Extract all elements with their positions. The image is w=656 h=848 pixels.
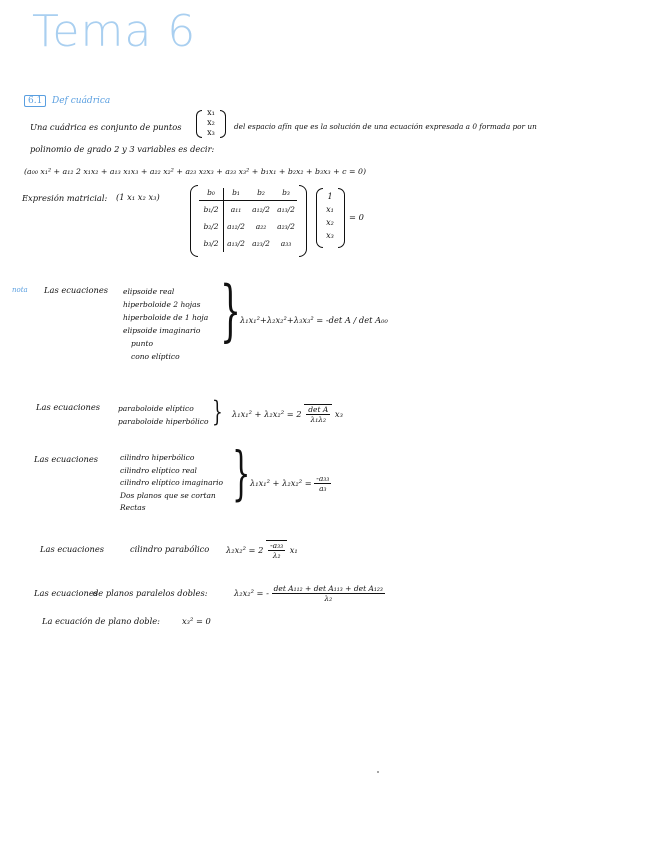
stray-dot (377, 771, 379, 773)
matrix-cell: a₃₃ (280, 239, 292, 248)
col-vector-right-paren (338, 188, 345, 248)
list-item: paraboloide hiperbólico (118, 417, 209, 426)
list-item: elipsoide imaginario (123, 326, 201, 335)
matrix-cell: b₁ (232, 188, 240, 197)
quadric-list (123, 285, 208, 363)
curly-brace: } (232, 439, 251, 507)
list-item: punto (131, 339, 153, 348)
matrix-cell: a₁₂/2 (252, 205, 270, 214)
matrix-cell: a₁₃/2 (227, 239, 245, 248)
definition-text-1: Una cuádrica es conjunto de puntos (30, 122, 182, 132)
matrix-cell: b₁/2 (203, 205, 219, 214)
curly-brace: } (212, 395, 223, 428)
group-item: de planos paralelos dobles: (93, 588, 208, 598)
vector-left-paren (196, 110, 202, 138)
col-vector-entry: x₂ (326, 218, 334, 227)
page-title: Tema 6 (32, 6, 197, 57)
matrix-cell: a₂₂ (255, 222, 267, 231)
definition-text-1b: del espacio afín que es la solución de una ecuación expresada a 0 formada por un (234, 122, 537, 131)
list-item: cilindro hiperbólico (120, 453, 195, 462)
column-vector (323, 190, 337, 242)
col-vector-entry: x₁ (326, 205, 334, 214)
group-lead: Las ecuaciones (34, 454, 99, 464)
list-item: cilindro elíptico imaginario (120, 478, 224, 487)
matrix-cell: a₁₂/2 (227, 222, 245, 231)
plane-equation-text: La ecuación de plano doble: (42, 616, 160, 626)
matrix-cell: a₁₁ (230, 205, 242, 214)
group-formula: λ₁x₁² + λ₂x₂² = $\frac{\text{-a₃₃}}{\text{a₃}}$ (250, 474, 330, 493)
col-vector-entry: x₃ (326, 231, 334, 240)
list-item: cono elíptico (131, 352, 180, 361)
matrix-cell: a₂₃/2 (277, 222, 295, 231)
matrix-cell: b₀ (207, 188, 215, 197)
matrix-cell: b₂ (257, 188, 265, 197)
curly-brace: } (220, 272, 241, 349)
col-vector-entry: 1 (327, 192, 333, 201)
col-vector-left-paren (316, 188, 323, 248)
group-formula: λ₂x₂² = 2 $\frac{\text{-a₃₃}}{\text{λ₂}}$ x₁ (226, 541, 298, 560)
list-item: Rectas (120, 503, 146, 512)
vector-entry: x₁ (207, 108, 215, 117)
point-vector (204, 108, 218, 138)
matrix-cell: b₃ (282, 188, 290, 197)
group-lead: Las ecuaciones (40, 544, 105, 554)
plane-equation-formula: x₃² = 0 (182, 616, 211, 626)
section-number: 6.1 (24, 95, 46, 107)
general-equation: (a₀₀ x₁² + a₁₂ 2 x₁x₂ + a₁₃ x₁x₃ + a₂₂ x₂² + a₂₃ x₂x₃ + a₃₃ x₃² + b₁x₁ + b₂x₂ + b₃x₃ + c = 0) (24, 167, 367, 176)
vector-entry: x₂ (207, 118, 215, 127)
matrix-cell: a₂₃/2 (252, 239, 270, 248)
sqrt-expression: $\frac{\text{det A}}{\text{λ₁λ₂}}$ (304, 404, 332, 424)
nota-label: nota (12, 286, 28, 294)
matrix-cell: a₁₃/2 (277, 205, 295, 214)
list-item: Dos planos que se cortan (120, 490, 216, 500)
quadric-matrix (197, 186, 299, 254)
group-formula: λ₂x₂² = - $\frac{\text{det A₁₁₂ + det A₁₁₃ + det A₁₂₃}}{\text{λ₂}}$ (234, 584, 383, 603)
section-heading: Def cuádrica (52, 96, 111, 106)
matrix-equals-zero: = 0 (349, 212, 364, 222)
group-lead: Las ecuaciones (44, 285, 109, 295)
group-formula: λ₁x₁²+λ₂x₂²+λ₃x₃² = -det A / det A₀₀ (240, 315, 388, 325)
vector-right-paren (220, 110, 226, 138)
group-item: cilindro parabólico (130, 544, 210, 554)
group-lead: Las ecuaciones (36, 402, 101, 412)
list-item: hiperboloide 2 hojas (123, 300, 201, 309)
vector-entry: x₃ (207, 128, 215, 137)
matrix-cell: b₂/2 (203, 222, 219, 231)
group-lead: Las ecuaciones (34, 588, 99, 598)
row-vector: (1 x₁ x₂ x₃) (116, 192, 160, 202)
list-item: hiperboloide de 1 hoja (123, 313, 209, 322)
matrix-right-paren (299, 185, 307, 257)
quadric-list (118, 402, 208, 428)
quadric-list (120, 452, 223, 515)
list-item: paraboloide elíptico (118, 404, 194, 413)
list-item: elipsoide real (123, 287, 175, 296)
matrix-expression-label: Expresión matricial: (22, 193, 108, 203)
matrix-cell: b₃/2 (203, 239, 219, 248)
sqrt-expression: $\frac{\text{-a₃₃}}{\text{λ₂}}$ (266, 540, 287, 560)
group-formula: λ₁x₁² + λ₂x₂² = 2 $\frac{\text{det A}}{\text{λ₁λ₂}}$ x₃ (232, 405, 343, 424)
list-item: cilindro elíptico real (120, 465, 197, 475)
definition-text-2: polinomio de grado 2 y 3 variables es decir: (30, 144, 215, 154)
